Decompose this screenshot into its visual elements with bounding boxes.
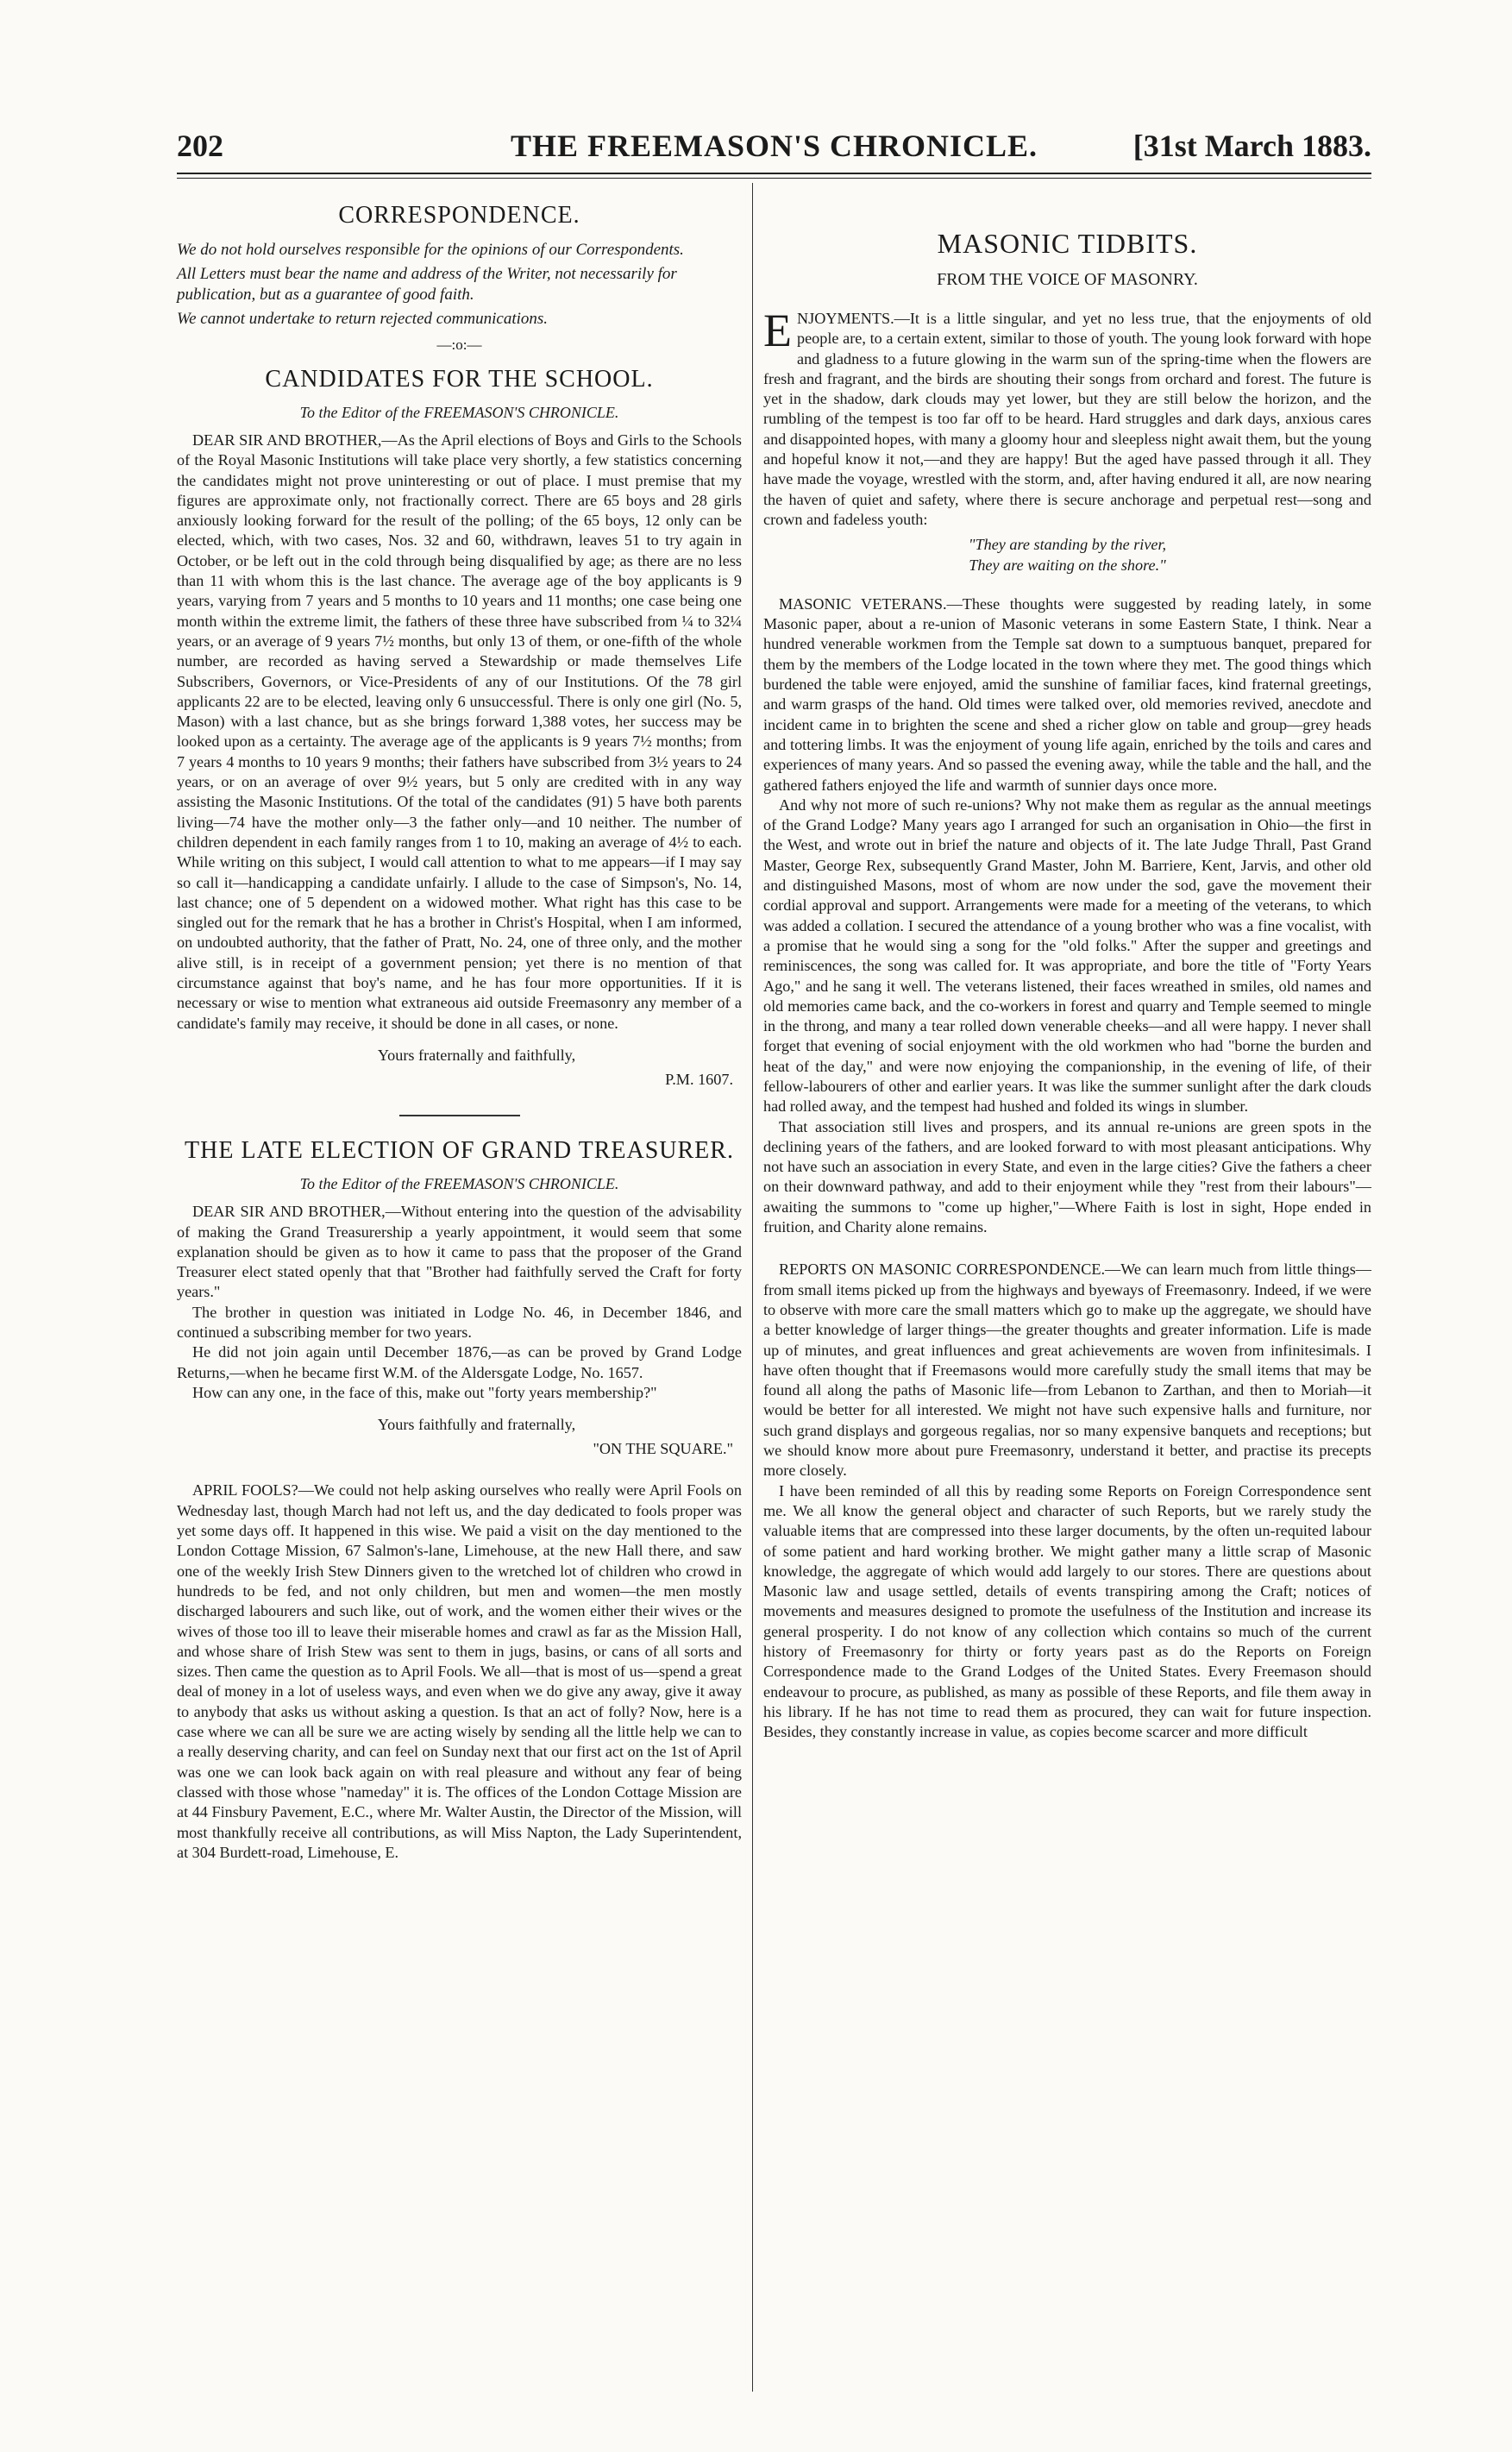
veterans-paragraph: And why not more of such re-unions? Why not make them as regular as the annual meetings of the Grand Lodge? Many years ago I arranged for such an organisation in Ohio—the first in the West, and wrote out in brief the nature and objects of it. The late Judge Thrall, Past Grand Master, George Rex, subsequently Grand Master, John M. Barriere, Kent, Jarvis, and other old and distinguished Masons, most of whom are now under the sod, gave the movement their cordial approval and support. Arrangements were made for a meeting of the veterans, to which was added a collation. I secured the attendance of a young brother who was a fine vocalist, with a promise that he would sing a song for the "old folks." After the supper and greetings and reminiscences, the song was called for. It was appropriate, and bore the title of "Forty Years Ago," and he sang it well. The veterans listened, their faces wreathed in smiles, old names and old memories came back, and the co-workers in forest and quarry and Temple seemed to mingle in the throng, and many a tear rolled down venerable cheeks—and all were happy. I never shall forget that evening of social enjoyment with the old workmen who had "borne the burden and heat of the day," and were now enjoying the companionship, in the evening of life, of their fellow-labourers of other and earlier years. It was like the summer sunlight after the dark clouds had rolled away, and the tempest had hushed and folded its wings in slumber. bbox=[763, 795, 1371, 1116]
april-fools-lead: APRIL FOOLS? bbox=[192, 1481, 298, 1499]
page-number: 202 bbox=[177, 129, 223, 163]
school-body-text: —As the April elections of Boys and Girls to the Schools of the Royal Masonic Institutions will take place very shortly, a few statistics concerning the candidates might not prove uninteresting or out of place. I must premise that my figures are approximate only, not fractionally correct. There are 65 boys and 28 girls anxiously looking forward for the result of the polling; of the 65 boys, 12 only can be elected, which, with two cases, Nos. 32 and 60, withdrawn, leaves 51 to try again in October, or be left out in the cold through being disqualified by age; as there are no less than 11 with whom this is the last chance. The average age of the boy applicants is 9 years, varying from 7 years and 5 months to 10 years and 11 months; one case being one month within the extreme limit, the fathers of these three have subscribed from ¼ to 32¼ years, or an average of 9 years 7½ months, but only 13 of them, or one-fifth of the whole number, are recorded as having served a Stewardship or made themselves Life Subscribers, Governors, or Vice-Presidents of any of our Institutions. Of the 78 girl applicants 22 are to be elected, leaving only 6 unsuccessful. There is only one girl (No. 5, Mason) with a last chance, but as she brings forward 1,388 votes, her success may be looked upon as a certainty. The average age of the applicants is 9 years 7½ months; from 7 years 4 months to 10 years 9 months; their fathers have subscribed from 3½ years to 24 years, or on an average of over 9½ years, but 5 only are credited with in any way assisting the Masonic Institutions. Of the total of the candidates (91) 5 have both parents living—74 have the mother only—3 the father only—and 10 neither. The number of children dependent in each family ranges from 1 to 10, making an average of 4½ to each. While writing on this subject, I would call attention to what to me appears—if I may say so call it—handicapping a candidate unfairly. I allude to the case of Simpson's, No. 14, last chance; one of 5 dependent on a widowed mother. What right has this case to be singled out for the remark that he has a brother in Christ's Hospital, when I am informed, on undoubted authority, that the father of Pratt, No. 24, one of three only, and the mother alive still, is in receipt of a government pension; yet there is no mention of that circumstance against that boy's name, and he has four more opportunities. If it is necessary or wise to mention what extraneous aid outside Freemasonry any member of a candidate's family may receive, it should be done in all cases, or none. bbox=[177, 431, 743, 1032]
spacer bbox=[177, 1458, 742, 1481]
correspondence-notice: All Letters must bear the name and address of the Writer, not necessarily for publication, but as a guarantee of good faith. bbox=[177, 265, 677, 304]
school-salutation: DEAR SIR AND BROTHER, bbox=[192, 431, 382, 449]
article-divider bbox=[399, 1115, 520, 1116]
school-article-body bbox=[177, 431, 742, 1034]
reports-paragraph: I have been reminded of all this by reading some Reports on Foreign Correspondence sent me. We all know the general object and character of such Reports, but we rarely study the valuable items that are compressed into these larger documents, by the often un-requited labour of some patient and hard working brother. We might gather many a little scrap of Masonic knowledge, the aggregate of which would add largely to our stores. There are questions about Masonic law and usage settled, details of events transpiring among the Craft; notices of movements and measures designed to promote the usefulness of the Institution and increase its general prosperity. I do not know of any collection which contains so much of the current history of Freemasonry for thirty or forty years past as do the Reports on Foreign Correspondence made to the Grand Lodges of the United States. Every Freemason should endeavour to procure, as published, as many as possible of these Reports, and file them away in his library. If he has not time to read them as procured, they can wait for future inspection. Besides, they constantly increase in value, as copies become scarcer and more difficult bbox=[763, 1481, 1371, 1741]
left-column bbox=[177, 190, 742, 1863]
enjoyments-paragraph bbox=[763, 305, 1371, 530]
school-article-heading: CANDIDATES FOR THE SCHOOL. bbox=[265, 366, 654, 393]
school-signature: P.M. 1607. bbox=[665, 1071, 733, 1089]
section-separator: —:o:— bbox=[436, 336, 482, 353]
issue-date: [31st March 1883. bbox=[1132, 129, 1371, 163]
journal-title: THE FREEMASON'S CHRONICLE. bbox=[510, 129, 1038, 163]
veterans-paragraph bbox=[763, 594, 1371, 795]
spacer bbox=[763, 1237, 1371, 1260]
page-header bbox=[177, 121, 1371, 173]
treasurer-article-heading: THE LATE ELECTION OF GRAND TREASURER. bbox=[185, 1137, 734, 1165]
reports-lead: REPORTS ON MASONIC CORRESPONDENCE. bbox=[779, 1261, 1106, 1279]
header-rule bbox=[177, 173, 1371, 174]
veterans-text: —These thoughts were suggested by reading lately, in some Masonic paper, about a re-union of Masonic veterans in some Eastern State, I think. Near a hundred venerable workmen from the Temple sat down to a sumptuous banquet, prepared for them by the members of the Lodge located in the town where they met. The good things which burdened the table were enjoyed, amid the sunshine of familiar faces, kind fraternal greetings, and warm grasps of the hand. Old times were talked over, old memories revived, anecdote and incident came in to brighten the scene and shed a richer glow on table and group—grey heads and tottering limbs. It was the enjoyment of young life again, enriched by the toils and cares and experiences of many years. And so passed the evening away, while the table and the hall, and the gathered fathers enjoyed the life and warmth of sunnier days once more. bbox=[763, 594, 1372, 794]
treasurer-p1-text: —Without entering into the question of the advisability of making the Grand Treasurership a yearly appointment, it would seem that some explanation should be given as to how it came to pass that the proposer of the Grand Treasurer elect stated openly that that "Brother had faithfully served the Craft for forty years." bbox=[177, 1203, 742, 1301]
reports-text: —We can learn much from little things—from small items picked up from the highways and byeways of Freemasonry. Indeed, if we were to observe with more care the small matters which go to make up the aggregate, we should have a better knowledge of larger things—the greater thoughts and greater information. Life is made up of minutes, and great influences and great achievements are woven from infinitesimals. I have often thought that if Freemasons would more carefully study the small items that may be found all along the paths of Masonic life—from Lebanon to Zarthan, and then to Moriah—it would be better for all interested. We might not have such expensive halls and furniture, nor such grand displays and gorgeous regalias, nor so many expensive banquets and receptions; but we should know more about pure Freemasonry, understand it better, and practise its precepts more closely. bbox=[763, 1261, 1371, 1480]
drop-cap: E bbox=[763, 305, 792, 356]
treasurer-signature: "ON THE SQUARE." bbox=[593, 1440, 733, 1458]
correspondence-heading: CORRESPONDENCE. bbox=[338, 202, 580, 229]
header-rule-thin bbox=[177, 178, 1371, 179]
verse-line: "They are standing by the river, bbox=[968, 536, 1167, 554]
reports-paragraph bbox=[763, 1260, 1371, 1481]
treasurer-paragraph bbox=[177, 1202, 742, 1302]
correspondence-notice: We do not hold ourselves responsible for the opinions of our Correspondents. bbox=[177, 241, 684, 259]
april-fools-text: —We could not help asking ourselves who really were April Fools on Wednesday last, though March had not left us, and the day dedicated to fools proper was yet some days off. It happened in this wise. We paid a visit on the day mentioned to the London Cottage Mission, 67 Salmon's-lane, Limehouse, at the new Hall there, and saw one of the weekly Irish Stew Dinners given to the wretched lot of children who crowd in hundreds to be fed, and not only children, but men and women—the men mostly discharged labourers and such like, out of work, and the women either their wives or the wives of those too ill to leave their miserable homes and crawl as far as the Mission Hall, and whose share of Irish Stew was sent to them in jugs, basins, or cans of all sorts and sizes. Then came the question as to April Fools. We all—that is most of us—spend a great deal of money in a lot of useless ways, and even when we do give any away, give it away to anybody that asks us without asking a question. Is that an act of folly? Now, here is a case where we can all be sure we are acting wisely by sending all the little help we can to a really deserving charity, and can feel on Sunday next that our first act on the 1st of April was one we can look back again on with real pleasure and without any fear of being classed with those whose "nameday" it is. The offices of the London Cottage Mission are at 44 Finsbury Pavement, E.C., where Mr. Walter Austin, the Director of the Mission, will most thankfully receive all contributions, as will Miss Napton, the Lady Superintendent, at 304 Burdett-road, Limehouse, E. bbox=[177, 1481, 742, 1861]
veterans-paragraph: That association still lives and prospers, and its annual re-unions are green spots in the declining years of the fathers, and are looked forward to with most pleasant anticipations. Why not have such an association in every State, and even in the large cities? Give the fathers a cheer on their downward pathway, and add to their enjoyment while they "rest from their labours"—awaiting the summons to "come up higher,"—Where Faith is lost in sight, Hope ended in fruition, and Charity alone remains. bbox=[763, 1117, 1371, 1236]
enjoyments-text: —It is a little singular, and yet no less true, that the enjoyments of old people are, to a certain extent, similar to those of youth. The young look forward with hope and gladness to a future glowing in the warm sun of the spring-time when the flowers are fresh and fragrant, and the birds are shouting their songs from orchard and forest. The future is yet in the shadow, dark clouds may yet lower, but they are still below the horizon, and the rumbling of the tempest is too far off to be heard. Hard struggles and dark days, anxious cares and disappointed hopes, with many a gloomy hour and sleepless night await them, but the young and hopeful know it not,—and they are happy! But the aged have passed through it all. They have made the voyage, wrestled with the storm, and, after having endured it all, are now nearing the haven of quiet and safety, where there is secure anchorage and perpetual rest—song and crown and fadeless youth: bbox=[763, 310, 1371, 528]
treasurer-signoff: Yours faithfully and fraternally, bbox=[377, 1416, 576, 1434]
enjoyments-lead: NJOYMENTS. bbox=[797, 310, 894, 327]
correspondence-notice: We cannot undertake to return rejected communications. bbox=[177, 310, 549, 328]
tidbits-heading: MASONIC TIDBITS. bbox=[937, 228, 1198, 259]
verse-quote bbox=[763, 535, 1371, 575]
tidbits-source: FROM THE VOICE OF MASONRY. bbox=[937, 270, 1198, 289]
treasurer-article-dedication: To the Editor of the FREEMASON'S CHRONICLE. bbox=[299, 1175, 619, 1193]
right-column bbox=[763, 190, 1371, 1742]
school-article-dedication: To the Editor of the FREEMASON'S CHRONICLE. bbox=[299, 404, 619, 421]
column-divider bbox=[752, 183, 753, 2392]
treasurer-paragraph: The brother in question was initiated in Lodge No. 46, in December 1846, and continued a subscribing member for two years. bbox=[177, 1303, 742, 1341]
treasurer-paragraph: He did not join again until December 1876,—as can be proved by Grand Lodge Returns,—when he became first W.M. of the Aldersgate Lodge, No. 1657. bbox=[177, 1343, 742, 1381]
school-signoff: Yours fraternally and faithfully, bbox=[377, 1046, 576, 1064]
treasurer-salutation: DEAR SIR AND BROTHER, bbox=[192, 1203, 386, 1221]
treasurer-paragraph: How can any one, in the face of this, make out "forty years membership?" bbox=[192, 1383, 657, 1401]
veterans-lead: MASONIC VETERANS. bbox=[779, 594, 947, 613]
verse-line: They are waiting on the shore." bbox=[969, 556, 1166, 574]
april-fools-paragraph bbox=[177, 1481, 742, 1863]
